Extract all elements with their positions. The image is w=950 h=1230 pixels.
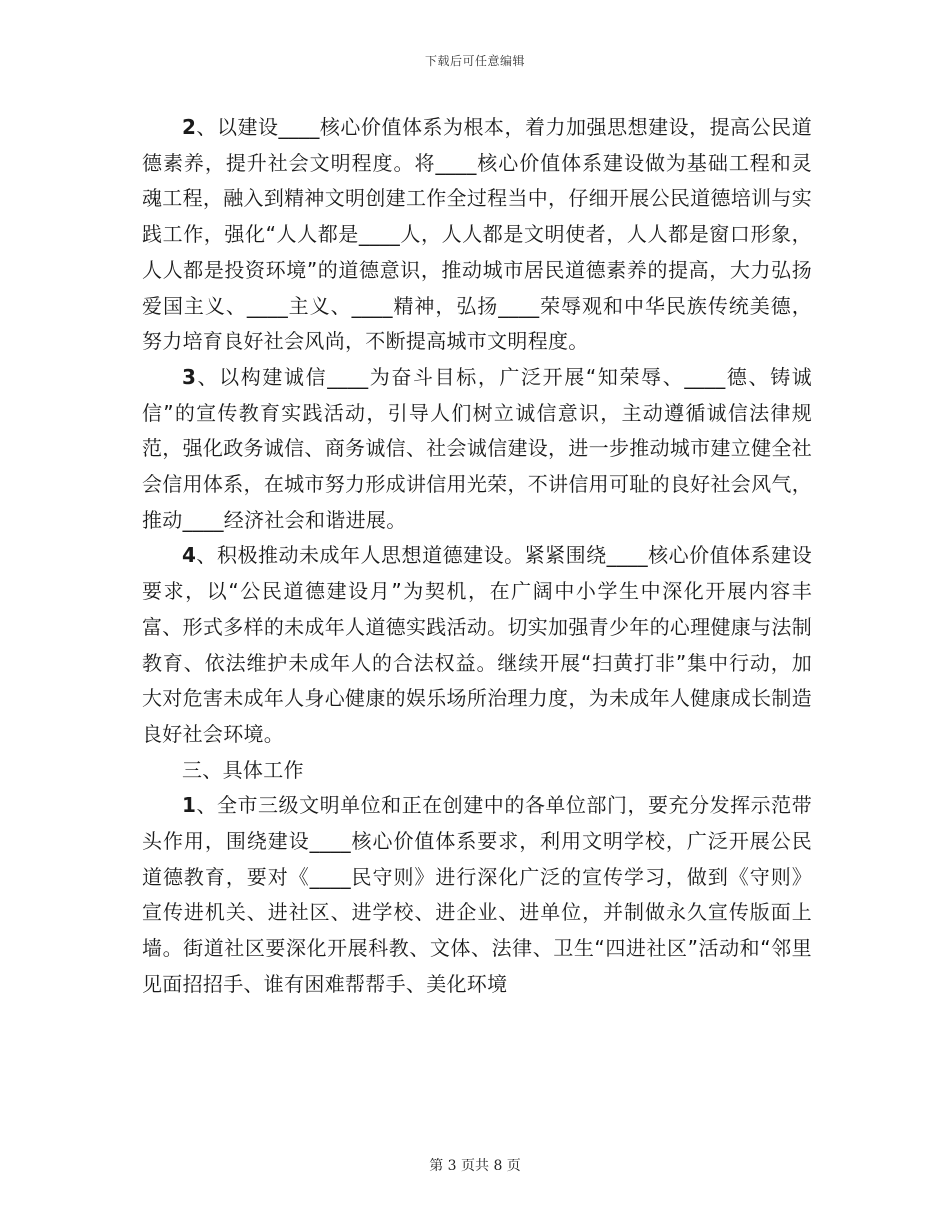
paragraph-number: 4 xyxy=(182,543,197,568)
section-heading: 三、具体工作 xyxy=(182,757,304,782)
paragraph-number: 1 xyxy=(182,793,197,818)
section-paragraph-1 xyxy=(142,788,812,1002)
page-header: 下载后可任意编辑 xyxy=(424,54,525,68)
paragraph-text: 、积极推动未成年人思想道德建设。紧紧围绕____核心价值体系建设要求，以“公民道德建设月”为契机，在广阔中小学生中深化开展内容丰富、形式多样的未成年人道德实践活动。切实加强青少年的心理健康与法制教育、依法维护未成年人的合法权益。继续开展“扫黄打非”集中行动，加大对危害未成年人身心健康的娱乐场所治理力度，为未成年人健康成长制造良好社会环境。 xyxy=(142,543,812,746)
document-body xyxy=(142,110,812,1003)
paragraph-number: 2 xyxy=(182,115,197,139)
paragraph-number: 3 xyxy=(182,364,197,389)
paragraph-text: 、全市三级文明单位和正在创建中的各单位部门，要充分发挥示范带头作用，围绕建设____核心价值体系要求，利用文明学校，广泛开展公民道德教育，要对《____民守则》进行深化广泛的宣传学习，做到《守则》宣传进机关、进社区、进学校、进企业、进单位，并制做永久宣传版面上墙。街道社区要深化开展科教、文体、法律、卫生“四进社区”活动和“邻里见面招招手、谁有困难帮帮手、美化环境 xyxy=(142,793,812,996)
paragraph-3 xyxy=(142,360,812,539)
page-footer: 第 3 页共 8 页 xyxy=(429,1158,521,1174)
paragraph-2 xyxy=(142,110,812,360)
paragraph-text: 、以构建诚信____为奋斗目标，广泛开展“知荣辱、____德、铸诚信”的宣传教育实践活动，引导人们树立诚信意识，主动遵循诚信法律规范，强化政务诚信、商务诚信、社会诚信建设，进一步推动城市建立健全社会信用体系，在城市努力形成讲信用光荣，不讲信用可耻的良好社会风气，推动____经济社会和谐进展。 xyxy=(142,364,812,532)
paragraph-text: 、以建设____核心价值体系为根本，着力加强思想建设，提高公民道德素养，提升社会文明程度。将____核心价值体系建设做为基础工程和灵魂工程，融入到精神文明创建工作全过程当中，仔细开展公民道德培训与实践工作，强化“人人都是____人，人人都是文明使者，人人都是窗口形象，人人都是投资环境”的道德意识，推动城市居民道德素养的提高，大力弘扬爱国主义、____主义、____精神，弘扬____荣辱观和中华民族传统美德，努力培育良好社会风尚，不断提高城市文明程度。 xyxy=(142,115,812,354)
paragraph-4 xyxy=(142,538,812,752)
